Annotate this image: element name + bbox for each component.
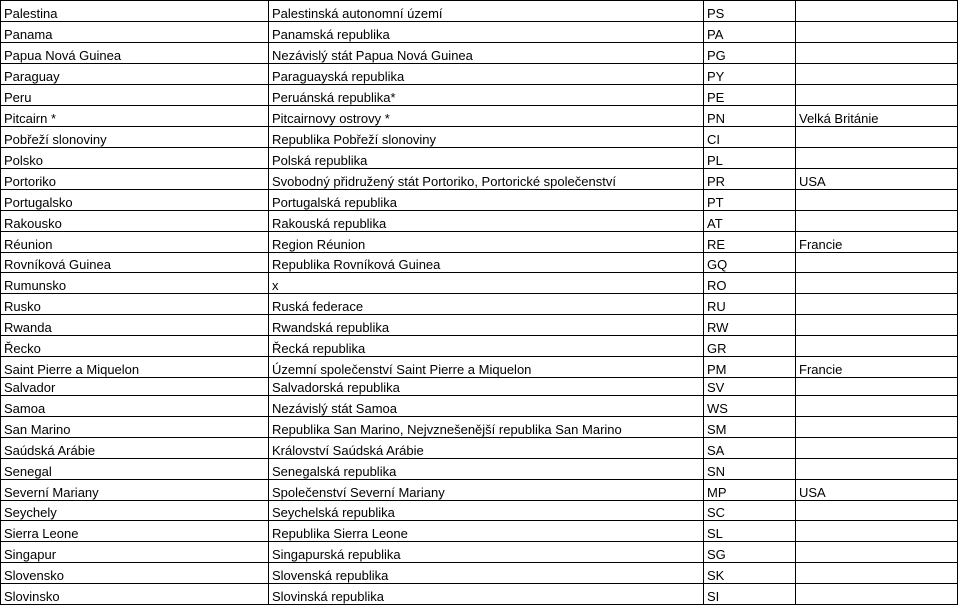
official-name-cell: Salvadorská republika (269, 378, 704, 396)
country-name-cell: Papua Nová Guinea (1, 43, 269, 64)
country-name-cell: Seychely (1, 501, 269, 521)
country-code-cell: SG (704, 542, 796, 563)
country-code-cell: PM (704, 357, 796, 378)
country-name-cell: Sierra Leone (1, 521, 269, 542)
official-name-cell: Republika Rovníková Guinea (269, 253, 704, 273)
country-code-cell: PR (704, 169, 796, 190)
official-name-cell: Region Réunion (269, 232, 704, 253)
official-name-cell: x (269, 273, 704, 294)
country-code-cell: SV (704, 378, 796, 396)
country-name-cell: Peru (1, 85, 269, 106)
territory-of-cell (796, 294, 958, 315)
official-name-cell: Palestinská autonomní území (269, 1, 704, 22)
table-row (1, 106, 958, 127)
territory-of-cell (796, 584, 958, 605)
territory-of-cell (796, 438, 958, 459)
country-code-cell: AT (704, 211, 796, 232)
country-name-cell: Rumunsko (1, 273, 269, 294)
country-code-cell: PA (704, 22, 796, 43)
table-row (1, 584, 958, 605)
country-code-cell: SK (704, 563, 796, 584)
territory-of-cell (796, 148, 958, 169)
territory-of-cell (796, 190, 958, 211)
table-row (1, 64, 958, 85)
country-code-cell: SN (704, 459, 796, 480)
territory-of-cell: Francie (796, 232, 958, 253)
official-name-cell: Portugalská republika (269, 190, 704, 211)
official-name-cell: Rwandská republika (269, 315, 704, 336)
official-name-cell: Singapurská republika (269, 542, 704, 563)
official-name-cell: Svobodný přidružený stát Portoriko, Portorické společenství (269, 169, 704, 190)
territory-of-cell: Francie (796, 357, 958, 378)
country-code-cell: SC (704, 501, 796, 521)
territory-of-cell (796, 43, 958, 64)
country-name-cell: Portoriko (1, 169, 269, 190)
official-name-cell: Polská republika (269, 148, 704, 169)
territory-of-cell (796, 542, 958, 563)
country-name-cell: Senegal (1, 459, 269, 480)
official-name-cell: Království Saúdská Arábie (269, 438, 704, 459)
table-row (1, 417, 958, 438)
official-name-cell: Společenství Severní Mariany (269, 480, 704, 501)
official-name-cell: Republika Sierra Leone (269, 521, 704, 542)
table-row (1, 396, 958, 417)
table-row (1, 480, 958, 501)
country-name-cell: Severní Mariany (1, 480, 269, 501)
country-name-cell: Slovinsko (1, 584, 269, 605)
table-row (1, 148, 958, 169)
country-code-cell: PS (704, 1, 796, 22)
country-name-cell: Samoa (1, 396, 269, 417)
territory-of-cell (796, 22, 958, 43)
table-row (1, 438, 958, 459)
country-name-cell: Palestina (1, 1, 269, 22)
official-name-cell: Ruská federace (269, 294, 704, 315)
official-name-cell: Peruánská republika* (269, 85, 704, 106)
official-name-cell: Rakouská republika (269, 211, 704, 232)
country-name-cell: Salvador (1, 378, 269, 396)
table-row (1, 563, 958, 584)
territory-of-cell (796, 396, 958, 417)
table-row (1, 459, 958, 480)
territory-of-cell (796, 253, 958, 273)
table-row (1, 1, 958, 22)
table-row (1, 169, 958, 190)
table-row (1, 294, 958, 315)
country-code-cell: RW (704, 315, 796, 336)
table-row (1, 85, 958, 106)
territory-of-cell (796, 315, 958, 336)
country-code-cell: WS (704, 396, 796, 417)
territory-of-cell (796, 127, 958, 148)
table-row (1, 253, 958, 273)
country-name-cell: Paraguay (1, 64, 269, 85)
table-row (1, 273, 958, 294)
table-row (1, 501, 958, 521)
country-name-cell: Pitcairn * (1, 106, 269, 127)
country-name-cell: Panama (1, 22, 269, 43)
country-name-cell: Pobřeží slonoviny (1, 127, 269, 148)
table-row (1, 336, 958, 357)
table-row (1, 521, 958, 542)
country-code-cell: MP (704, 480, 796, 501)
territory-of-cell: USA (796, 169, 958, 190)
country-code-cell: RE (704, 232, 796, 253)
official-name-cell: Paraguayská republika (269, 64, 704, 85)
country-code-cell: PT (704, 190, 796, 211)
country-code-cell: RO (704, 273, 796, 294)
table-row (1, 211, 958, 232)
country-name-cell: Singapur (1, 542, 269, 563)
table-row (1, 232, 958, 253)
country-name-cell: Saint Pierre a Miquelon (1, 357, 269, 378)
table-row (1, 542, 958, 563)
official-name-cell: Republika Pobřeží slonoviny (269, 127, 704, 148)
country-code-cell: CI (704, 127, 796, 148)
table-row (1, 43, 958, 64)
official-name-cell: Republika San Marino, Nejvznešenější republika San Marino (269, 417, 704, 438)
territory-of-cell (796, 1, 958, 22)
table-body (1, 1, 958, 605)
territory-of-cell (796, 521, 958, 542)
table-row (1, 315, 958, 336)
country-name-cell: Saúdská Arábie (1, 438, 269, 459)
country-code-cell: PN (704, 106, 796, 127)
country-name-cell: Rovníková Guinea (1, 253, 269, 273)
territory-of-cell (796, 378, 958, 396)
official-name-cell: Územní společenství Saint Pierre a Miquelon (269, 357, 704, 378)
country-name-cell: Polsko (1, 148, 269, 169)
country-name-cell: Řecko (1, 336, 269, 357)
country-code-cell: SI (704, 584, 796, 605)
official-name-cell: Panamská republika (269, 22, 704, 43)
official-name-cell: Řecká republika (269, 336, 704, 357)
country-code-cell: PY (704, 64, 796, 85)
country-code-cell: SM (704, 417, 796, 438)
territory-of-cell (796, 417, 958, 438)
table-row (1, 22, 958, 43)
territory-of-cell: USA (796, 480, 958, 501)
territory-of-cell (796, 64, 958, 85)
territory-of-cell (796, 273, 958, 294)
country-name-cell: Rakousko (1, 211, 269, 232)
official-name-cell: Nezávislý stát Papua Nová Guinea (269, 43, 704, 64)
territory-of-cell: Velká Británie (796, 106, 958, 127)
table-row (1, 378, 958, 396)
territory-of-cell (796, 501, 958, 521)
country-code-cell: PE (704, 85, 796, 106)
official-name-cell: Nezávislý stát Samoa (269, 396, 704, 417)
territory-of-cell (796, 211, 958, 232)
official-name-cell: Senegalská republika (269, 459, 704, 480)
country-name-cell: Portugalsko (1, 190, 269, 211)
table-row (1, 357, 958, 378)
official-name-cell: Slovinská republika (269, 584, 704, 605)
country-name-cell: Réunion (1, 232, 269, 253)
country-code-cell: PL (704, 148, 796, 169)
territory-of-cell (796, 563, 958, 584)
country-code-cell: SL (704, 521, 796, 542)
country-name-cell: Rusko (1, 294, 269, 315)
country-code-cell: RU (704, 294, 796, 315)
country-code-cell: SA (704, 438, 796, 459)
country-name-cell: Rwanda (1, 315, 269, 336)
country-name-cell: San Marino (1, 417, 269, 438)
official-name-cell: Slovenská republika (269, 563, 704, 584)
country-name-cell: Slovensko (1, 563, 269, 584)
table-row (1, 127, 958, 148)
table-row (1, 190, 958, 211)
official-name-cell: Seychelská republika (269, 501, 704, 521)
country-code-cell: GQ (704, 253, 796, 273)
territory-of-cell (796, 85, 958, 106)
territory-of-cell (796, 336, 958, 357)
official-name-cell: Pitcairnovy ostrovy * (269, 106, 704, 127)
territory-of-cell (796, 459, 958, 480)
country-code-cell: PG (704, 43, 796, 64)
country-code-cell: GR (704, 336, 796, 357)
